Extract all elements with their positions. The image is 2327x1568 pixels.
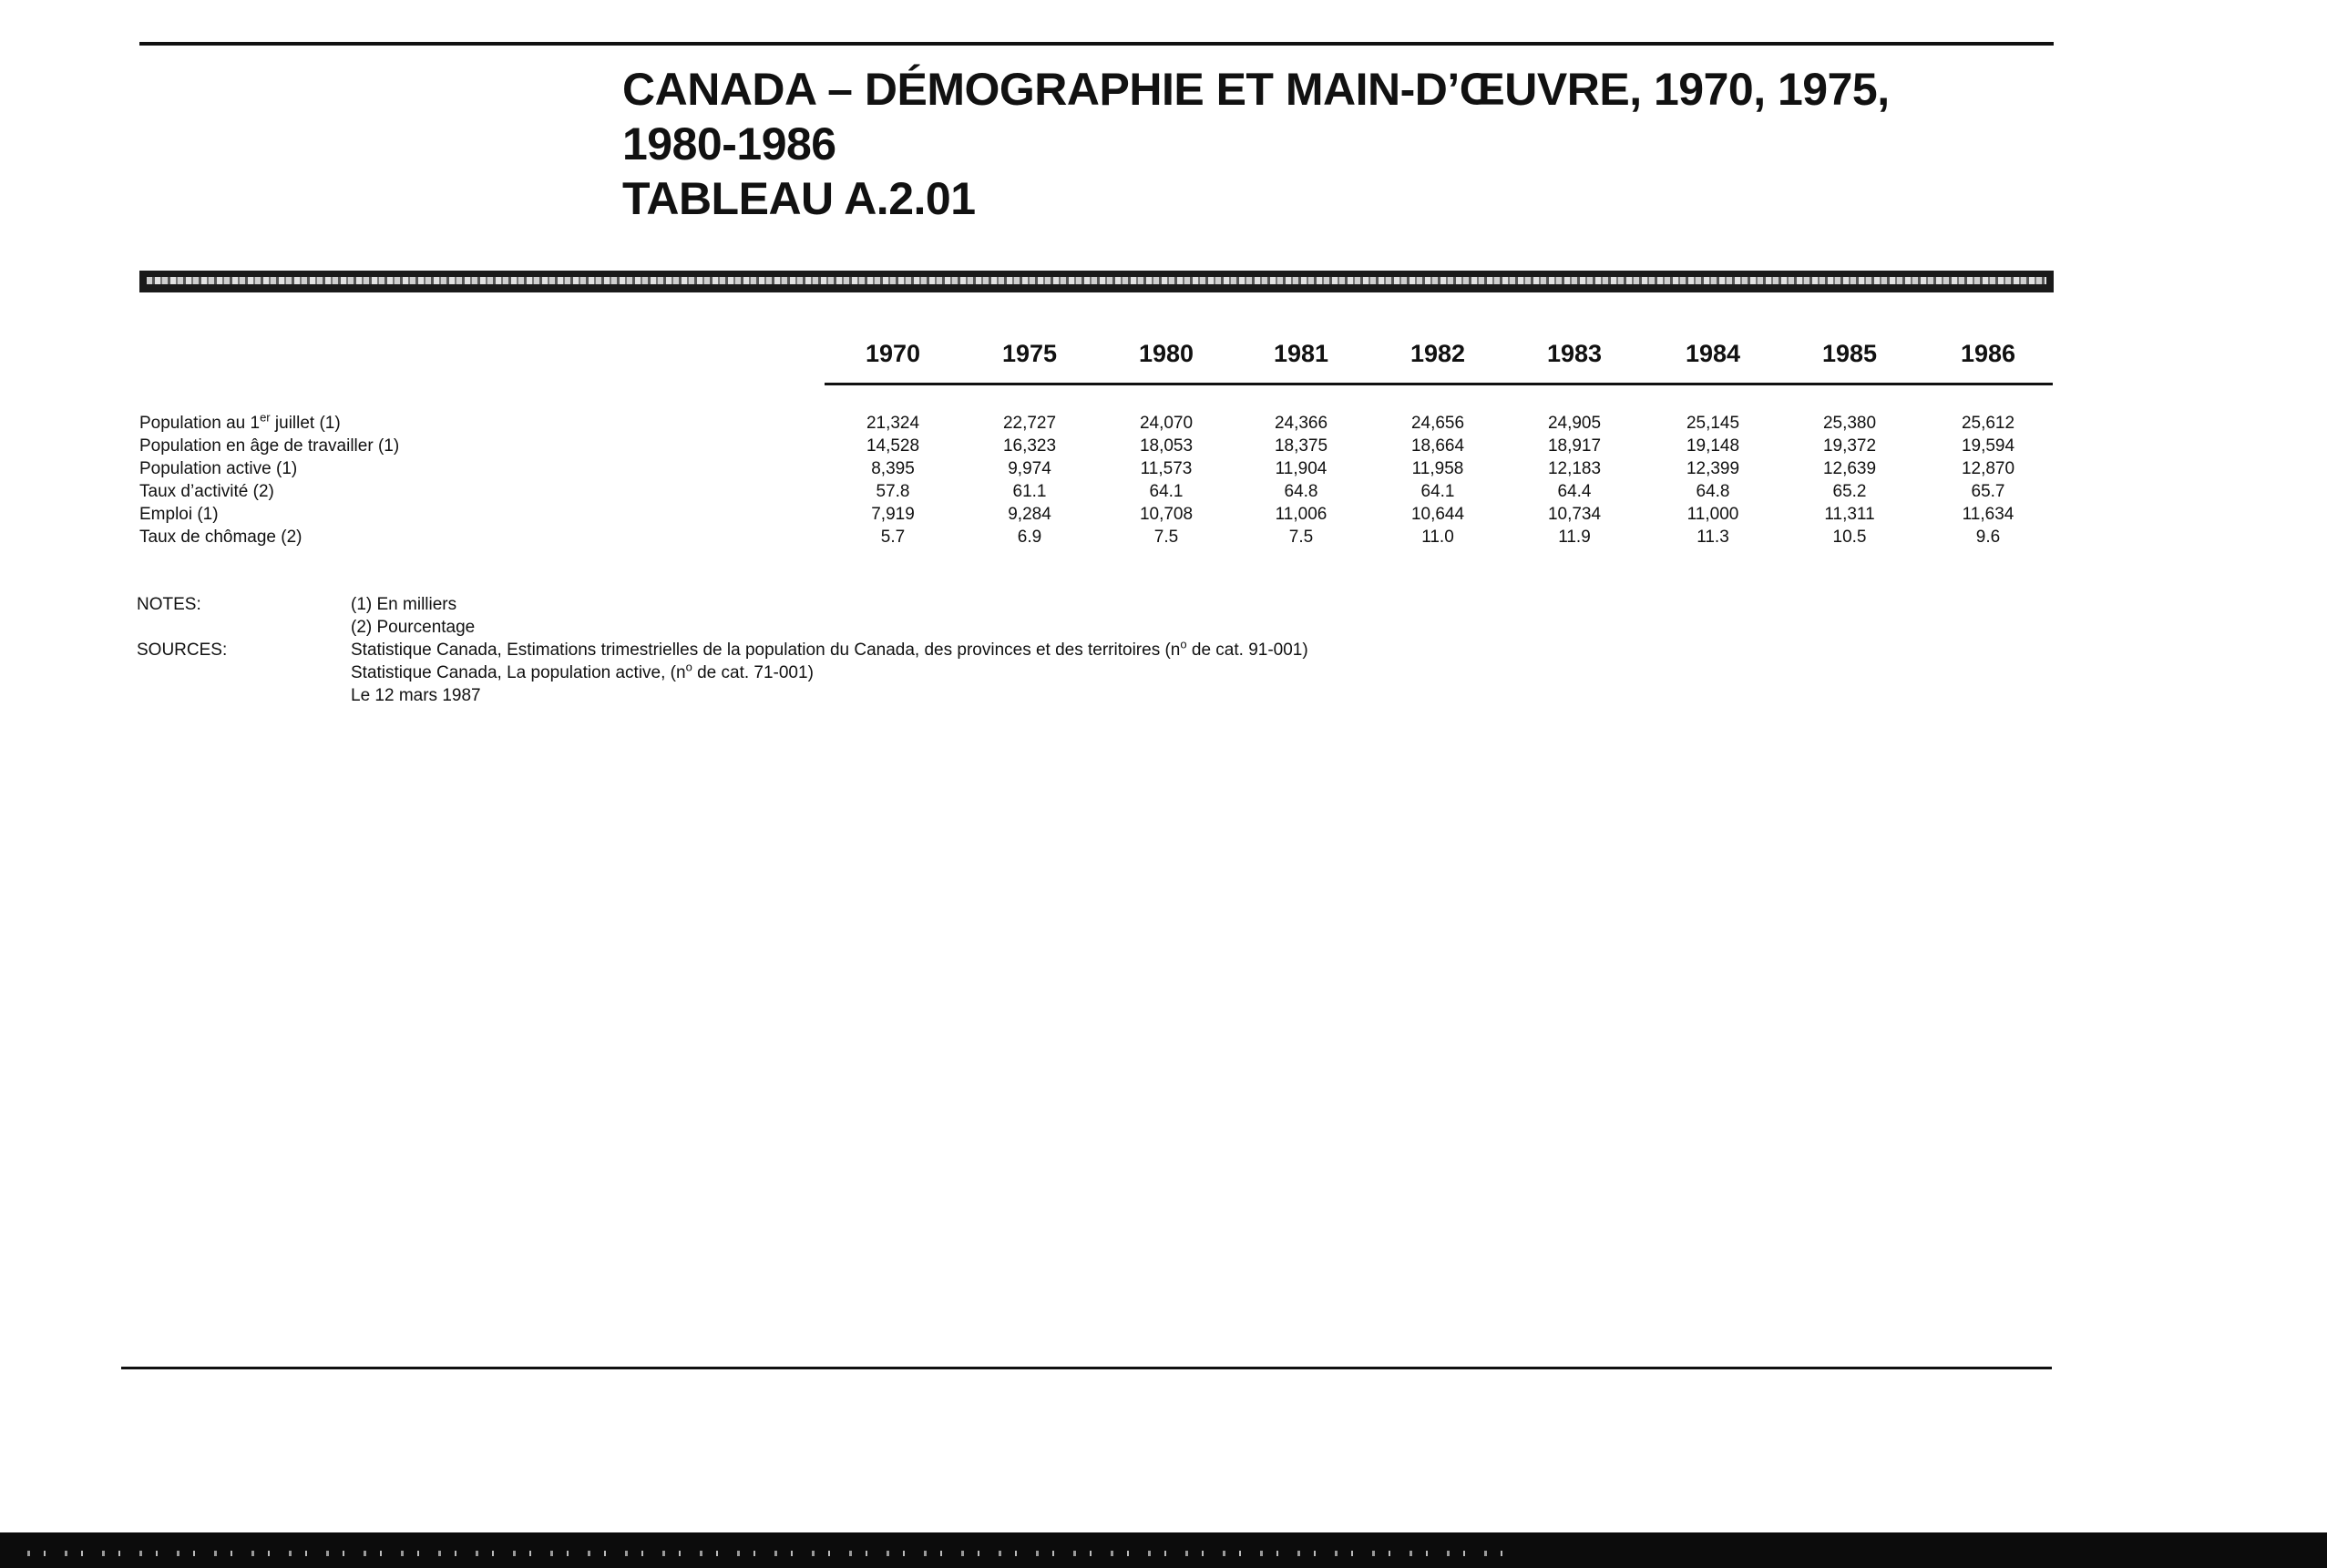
table-cell: 11.9 xyxy=(1558,528,1591,547)
table-cell: 10,734 xyxy=(1547,505,1602,524)
table-cell: 24,656 xyxy=(1410,414,1465,433)
table-cell: 18,664 xyxy=(1410,436,1465,456)
table-cell: 11.0 xyxy=(1421,528,1454,547)
data-column xyxy=(1795,412,1904,548)
sources-key: SOURCES: xyxy=(137,641,228,660)
table-cell: 65.2 xyxy=(1832,482,1867,501)
table-cell: 9,284 xyxy=(1008,505,1051,524)
table-cell: 11,311 xyxy=(1824,505,1875,524)
table-cell: 64.4 xyxy=(1557,482,1592,501)
data-column xyxy=(1383,412,1492,548)
row-label-population: Population au 1er juillet (1) xyxy=(139,410,341,433)
table-cell: 9.6 xyxy=(1975,528,2001,547)
header-rule xyxy=(825,383,2053,385)
source-1: Statistique Canada, Estimations trimestrielles de la population du Canada, des provinces et des territoires ($n^o$ de cat. 91-001) xyxy=(351,637,1308,660)
data-column xyxy=(975,412,1084,548)
table-cell: 7,919 xyxy=(871,505,915,524)
table-cell: 57.8 xyxy=(876,482,910,501)
table-cell: 12,183 xyxy=(1547,459,1602,478)
row-label-employment: Emploi (1) xyxy=(139,505,219,524)
table-cell: 11.3 xyxy=(1697,528,1729,547)
table-cell: 10.5 xyxy=(1832,528,1867,547)
table-cell: 11,634 xyxy=(1962,505,2014,524)
table-cell: 11,573 xyxy=(1140,459,1193,478)
table-cell: 24,905 xyxy=(1547,414,1602,433)
title-line-1: CANADA – DÉMOGRAPHIE ET MAIN-D’ŒUVRE, 1970, 1975, xyxy=(622,64,1890,115)
table-cell: 12,399 xyxy=(1686,459,1740,478)
note-2: (2) Pourcentage xyxy=(351,618,476,637)
table-cell: 61.1 xyxy=(1012,482,1047,501)
table-cell: 12,870 xyxy=(1961,459,2015,478)
bottom-rule xyxy=(121,1367,2052,1369)
table-cell: 25,380 xyxy=(1822,414,1877,433)
year-header: 1985 xyxy=(1821,340,1878,367)
data-column xyxy=(1520,412,1629,548)
table-cell: 19,372 xyxy=(1822,436,1877,456)
table-cell: 11,006 xyxy=(1275,505,1328,524)
table-cell: 22,727 xyxy=(1002,414,1057,433)
table-cell: 24,366 xyxy=(1274,414,1328,433)
title-line-2: 1980-1986 xyxy=(622,118,836,169)
table-cell: 18,053 xyxy=(1139,436,1194,456)
year-header: 1986 xyxy=(1960,340,2016,367)
row-label-working-age: Population en âge de travailler (1) xyxy=(139,436,400,456)
title-line-3: TABLEAU A.2.01 xyxy=(622,173,976,224)
row-label-participation-rate: Taux d’activité (2) xyxy=(139,482,274,501)
table-cell: 11,000 xyxy=(1686,505,1739,524)
table-cell: 25,145 xyxy=(1686,414,1740,433)
table-cell: 64.8 xyxy=(1284,482,1318,501)
note-1: (1) En milliers xyxy=(351,595,457,614)
year-header: 1970 xyxy=(865,340,921,367)
data-column xyxy=(838,412,948,548)
table-cell: 64.8 xyxy=(1696,482,1730,501)
scan-edge-strip xyxy=(0,1532,2327,1568)
table-cell: 18,375 xyxy=(1274,436,1328,456)
table-cell: 7.5 xyxy=(1288,528,1314,547)
table-cell: 18,917 xyxy=(1547,436,1602,456)
table-header-row xyxy=(0,335,2327,372)
row-label-labour-force: Population active (1) xyxy=(139,459,298,478)
data-column xyxy=(1246,412,1356,548)
table-cell: 11,958 xyxy=(1411,459,1464,478)
document-title xyxy=(622,62,1890,226)
table-cell: 24,070 xyxy=(1139,414,1194,433)
data-column xyxy=(1658,412,1768,548)
table-cell: 11,904 xyxy=(1275,459,1328,478)
table-cell: 6.9 xyxy=(1017,528,1042,547)
table-cell: 16,323 xyxy=(1002,436,1057,456)
year-header: 1983 xyxy=(1546,340,1603,367)
data-column xyxy=(1933,412,2043,548)
table-cell: 65.7 xyxy=(1971,482,2005,501)
row-labels xyxy=(139,412,399,548)
notes-key: NOTES: xyxy=(137,595,201,614)
data-column xyxy=(1112,412,1221,548)
table-cell: 12,639 xyxy=(1822,459,1877,478)
row-label-unemployment-rate: Taux de chômage (2) xyxy=(139,528,302,547)
year-header: 1980 xyxy=(1138,340,1194,367)
year-header: 1984 xyxy=(1685,340,1741,367)
table-cell: 21,324 xyxy=(866,414,920,433)
table-cell: 25,612 xyxy=(1961,414,2015,433)
table-cell: 10,644 xyxy=(1410,505,1465,524)
decorative-band xyxy=(139,271,2054,292)
table-cell: 5.7 xyxy=(880,528,906,547)
table-cell: 14,528 xyxy=(866,436,920,456)
table-cell: 7.5 xyxy=(1153,528,1179,547)
table-cell: 8,395 xyxy=(871,459,915,478)
year-header: 1975 xyxy=(1001,340,1058,367)
publication-date: Le 12 mars 1987 xyxy=(351,686,481,705)
table-cell: 64.1 xyxy=(1420,482,1455,501)
top-rule xyxy=(139,42,2054,46)
year-header: 1982 xyxy=(1410,340,1466,367)
table-cell: 9,974 xyxy=(1008,459,1051,478)
source-2: Statistique Canada, La population active, ($n^o$ de cat. 71-001) xyxy=(351,660,814,682)
table-cell: 64.1 xyxy=(1149,482,1184,501)
year-header: 1981 xyxy=(1273,340,1329,367)
table-cell: 19,594 xyxy=(1961,436,2015,456)
table-cell: 19,148 xyxy=(1686,436,1740,456)
table-cell: 10,708 xyxy=(1139,505,1194,524)
